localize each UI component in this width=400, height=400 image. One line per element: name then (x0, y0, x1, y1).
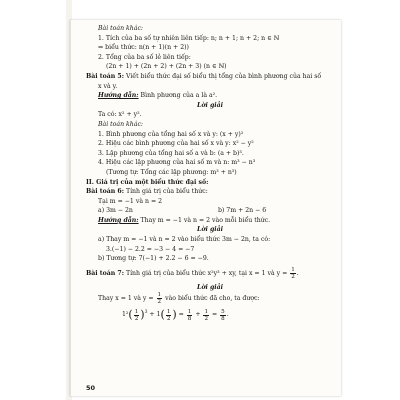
hint-text: Bình phương của a là a². (140, 92, 218, 100)
text-line: (Tương tự: Tổng các lập phương: m³ + n³) (106, 168, 237, 176)
hint-line (86, 216, 334, 226)
hint-line (86, 91, 334, 101)
fraction-half: $\frac{1}{2}$ (291, 266, 295, 280)
text-line: 3. Lập phương của tổng hai số a và b: (a + b)³. (98, 149, 244, 157)
formula-line: 3.(−1) − 2.2 = −3 − 4 = −7 (106, 245, 195, 253)
problem-text: Viết biểu thức đại số biểu thị tổng của bình phương của hai số (125, 72, 322, 80)
other-problems-heading: Bài toán khác: (98, 120, 144, 128)
problem-text: Tính giá trị của biểu thức: (125, 188, 208, 196)
final-equation: 1²( $\frac{1}{2}$ )$^3$ + 1( $\frac{1}{2}$ ) = $\frac{1}{8}$ + $\frac{1}{2}$ = $\frac{5}{8}$ . (122, 308, 229, 322)
hint-label: Hướng dẫn: (98, 92, 139, 100)
text-line: x và y. (98, 82, 118, 90)
text-line: Ta có: x² + y². (98, 111, 142, 119)
part-b: b) 7m + 2n − 6 (217, 207, 267, 215)
parts-line (86, 206, 334, 216)
solution-heading: Lời giải (196, 226, 224, 234)
text-line: 1. Bình phương của tổng hai số x và y: (x + y)² (98, 130, 244, 138)
other-problems-heading: Bài toán khác: (98, 25, 144, 32)
text-line: a) Thay m = −1 và n = 2 vào biểu thức 3m − 2n, ta có: (98, 236, 271, 244)
text-line: b) Tương tự: 7(−1) + 2.2 − 6 = −9. (98, 255, 209, 263)
text-line: Tại m = −1 và n = 2 (98, 197, 163, 205)
fraction-half: $\frac{1}{2}$ (157, 292, 162, 306)
text-line: ⇒ biểu thức: n(n + 1)(n + 2)) (98, 44, 189, 52)
substitution-line: Thay x = 1 và y = $\frac{1}{2}$ vào biểu thức đã cho, ta được: (98, 292, 260, 306)
section-heading: II. Giá trị của một biểu thức đại số: (86, 178, 209, 186)
page-content (86, 24, 334, 322)
problem-6-line (86, 187, 334, 197)
part-a: a) 3m − 2n (98, 207, 133, 215)
problem-label: Bài toán 5: (86, 72, 124, 80)
hint-text: Thay m = −1 và n = 2 vào mỗi biểu thức. (140, 216, 271, 224)
text-line: 2. Tổng của ba số lẻ liên tiếp: (98, 53, 191, 61)
problem-label: Bài toán 7: (86, 269, 124, 277)
text-line: 2. Hiệu các bình phương của hai số x và y: x² − y² (98, 140, 254, 148)
hint-label: Hướng dẫn: (98, 216, 139, 224)
problem-5-line (86, 72, 334, 82)
text-line: 4. Hiệu các lập phương của hai số m và n: m³ − n³ (98, 159, 256, 167)
formula-line: (2n + 1) + (2n + 2) + (2n + 3) (n ∈ ℕ) (106, 63, 227, 71)
page-number: 50 (86, 384, 96, 392)
problem-7-line: Bài toán 7: Tính giá trị của biểu thức x²y³ + xy, tại x = 1 và y = $\frac{1}{2}$ . (86, 266, 299, 280)
problem-label: Bài toán 6: (86, 188, 124, 196)
solution-heading: Lời giải (196, 283, 224, 291)
text-line: 1. Tích của ba số tự nhiên liên tiếp: n; n + 1; n + 2; n ∈ ℕ (98, 34, 280, 42)
problem-text: Tính giá trị của biểu thức x²y³ + xy, tại x = 1 và y = (125, 269, 288, 277)
solution-heading: Lời giải (196, 101, 224, 109)
